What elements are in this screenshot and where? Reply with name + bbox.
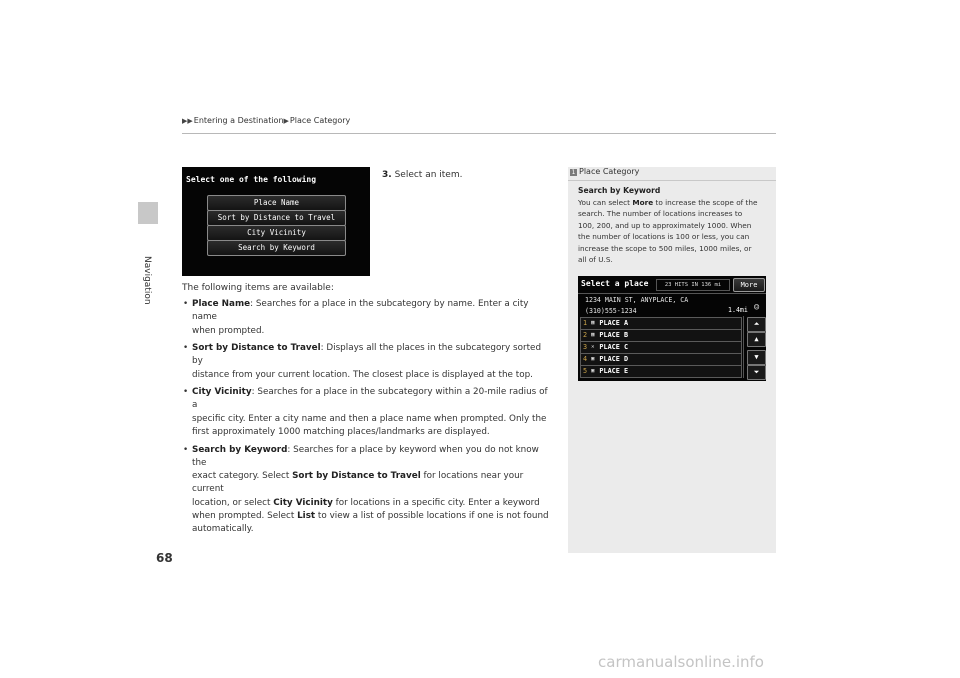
step-text: Select an item. <box>394 170 463 180</box>
nav-screen-select-option <box>182 167 370 276</box>
nav-screen-select-place <box>578 276 766 381</box>
bullet-icon: • <box>183 387 189 398</box>
row-number: 3 <box>583 343 588 351</box>
breadcrumb-item-place-category: Place Category <box>289 116 351 125</box>
text: search. The number of locations increases to <box>578 209 743 219</box>
distance: 1.4mi <box>728 306 748 314</box>
shop-icon: ▣ <box>591 368 595 374</box>
desc: : Searches for a place in the subcategory within a 20-mile radius of a <box>192 387 548 411</box>
more-button: More <box>733 278 765 292</box>
desc: : Searches for a place in the subcategory by name. Enter a city name <box>192 299 529 323</box>
screen-title: Select one of the following <box>186 175 317 184</box>
desc: to view a list of possible locations if one is not found <box>315 511 549 522</box>
divider <box>578 293 766 294</box>
person-icon: ☺ <box>754 303 760 313</box>
text: increase the scope to 500 miles, 1000 miles, or <box>578 243 752 253</box>
term: Search by Keyword <box>192 444 288 455</box>
row-label: PLACE A <box>599 319 629 327</box>
scroll-down-icon: ▼ <box>747 350 766 365</box>
desc: first approximately 1000 matching places/landmarks are displayed. <box>192 427 490 438</box>
note-badge-icon: 1 <box>571 169 576 176</box>
row-number: 5 <box>583 367 588 375</box>
list-item-place-name <box>182 298 552 338</box>
text: You can select <box>578 198 633 207</box>
list-item-search-by-keyword <box>182 444 552 537</box>
option-city-vicinity: City Vicinity <box>207 225 346 241</box>
term: City Vicinity <box>192 387 252 398</box>
watermark: carmanualsonline.info <box>598 653 764 671</box>
desc: exact category. Select <box>192 471 293 482</box>
desc: when prompted. <box>192 325 265 336</box>
text: 100, 200, and up to approximately 1000. When <box>578 220 752 230</box>
row-label: PLACE D <box>599 355 629 363</box>
screen-title: Select a place <box>581 279 649 288</box>
header-rule <box>182 133 776 134</box>
sidebar-header <box>570 167 639 176</box>
scroll-bottom-icon: ⏷ <box>747 365 766 380</box>
text: to increase the scope of the <box>653 198 758 207</box>
phone-line: (310)555-1234 <box>585 307 637 315</box>
term-inline: More <box>632 198 654 207</box>
scroll-track <box>743 316 744 378</box>
desc: specific city. Enter a city name and then a place name when prompted. Only the <box>192 413 547 424</box>
row-label: PLACE C <box>599 343 629 351</box>
intro-text: The following items are available: <box>182 283 334 293</box>
section-tab-marker <box>138 202 158 224</box>
list-item-city-vicinity <box>182 386 552 439</box>
term: Sort by Distance to Travel <box>192 343 321 354</box>
term-inline: List <box>297 511 316 522</box>
row-number: 1 <box>583 319 588 327</box>
building-icon: ▦ <box>591 332 595 338</box>
term-inline: City Vicinity <box>273 497 333 508</box>
row-number: 4 <box>583 355 588 363</box>
scroll-top-icon: ⏶ <box>747 317 766 332</box>
desc: for locations in a specific city. Enter a keyword <box>332 497 540 508</box>
row-number: 2 <box>583 331 588 339</box>
sidebar-body <box>578 197 774 265</box>
step-number: 3. <box>382 170 392 180</box>
bullet-icon: • <box>183 444 189 455</box>
sidebar-title: Place Category <box>579 167 640 176</box>
address-block <box>585 295 688 317</box>
sidebar-rule <box>568 180 776 181</box>
text: the number of locations is 100 or less, you can <box>578 232 750 242</box>
desc: for locations near your current <box>192 471 524 495</box>
list-item-sort-by-distance <box>182 342 552 382</box>
step-3 <box>382 170 462 180</box>
desc: distance from your current location. The closest place is displayed at the top. <box>192 369 533 380</box>
option-sort-by-distance: Sort by Distance to Travel <box>207 210 346 226</box>
row-label: PLACE E <box>599 367 629 375</box>
bullet-icon: • <box>183 343 189 354</box>
building-icon: ▦ <box>591 320 595 326</box>
sidebar-subtitle: Search by Keyword <box>578 186 661 195</box>
desc: location, or select <box>192 497 274 508</box>
address-line: 1234 MAIN ST, ANYPLACE, CA <box>585 296 689 304</box>
desc: when prompted. Select <box>192 511 298 522</box>
hits-indicator: 23 HITS IN 136 mi <box>656 279 730 291</box>
list-item <box>580 365 742 378</box>
section-side-label: Navigation <box>142 256 152 305</box>
term-inline: Sort by Distance to Travel <box>292 471 421 482</box>
option-search-by-keyword: Search by Keyword <box>207 240 346 256</box>
term: Place Name <box>192 299 251 309</box>
breadcrumb-arrow-icon: ▶ <box>283 117 289 125</box>
desc: automatically. <box>192 524 254 535</box>
bullet-icon: • <box>183 299 189 309</box>
breadcrumb <box>182 116 350 125</box>
fork-knife-icon: ✕ <box>591 344 595 350</box>
desc: : Displays all the places in the subcategory sorted by <box>192 343 542 367</box>
scroll-up-icon: ▲ <box>747 332 766 347</box>
breadcrumb-arrow-icon: ▶▶ <box>182 117 193 125</box>
page-number: 68 <box>156 551 173 565</box>
option-place-name: Place Name <box>207 195 346 211</box>
text: all of U.S. <box>578 255 613 265</box>
item-list <box>182 298 552 541</box>
breadcrumb-item-entering-destination[interactable]: Entering a Destination <box>193 116 284 125</box>
shop-icon: ▣ <box>591 356 595 362</box>
row-label: PLACE B <box>599 331 629 339</box>
desc: : Searches for a place by keyword when you do not know the <box>192 444 539 468</box>
